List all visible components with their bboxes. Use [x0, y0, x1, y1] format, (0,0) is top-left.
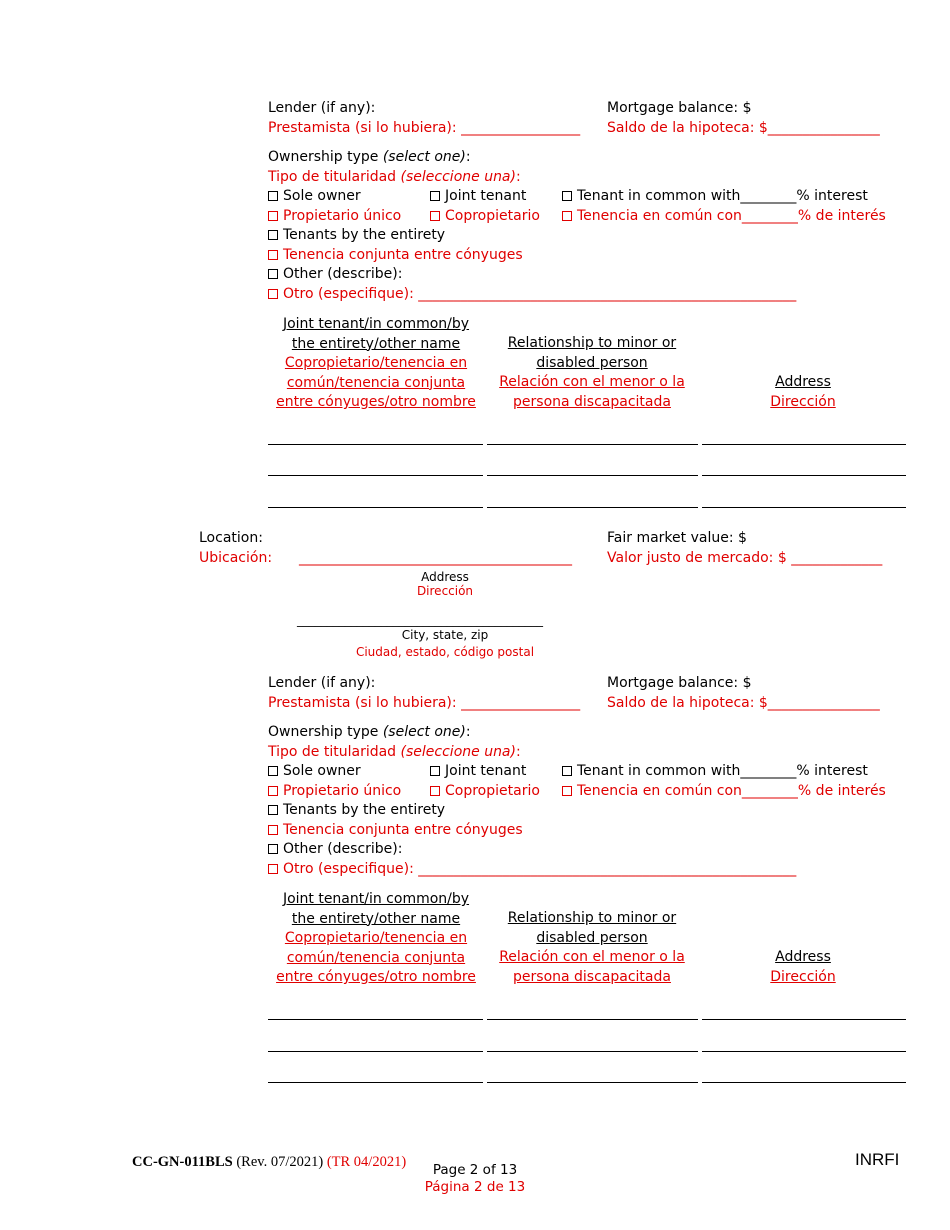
table-cell-line[interactable]: [268, 1082, 483, 1083]
page-number: Page 2 of 13: [432, 1162, 518, 1178]
other-field[interactable]: ______________________________________________________: [418, 286, 797, 302]
tenant-common-option-es[interactable]: Tenencia en común con________% de interés: [562, 781, 886, 801]
other-option[interactable]: Other (describe):: [268, 839, 402, 859]
form-id: CC-GN-011BLS (Rev. 07/2021) (TR 04/2021): [132, 1154, 407, 1170]
table-cell-line[interactable]: [268, 507, 483, 508]
ownership-title: Ownership type (select one):: [268, 149, 471, 165]
other-option[interactable]: Other (describe):: [268, 264, 402, 284]
lender-label: Lender (if any):: [268, 675, 376, 691]
table-cell-line[interactable]: [268, 1019, 483, 1020]
city-caption: City, state, zip: [401, 628, 489, 642]
table-cell-line[interactable]: [268, 444, 483, 445]
fmv-label-es: Valor justo de mercado: $ _____________: [607, 550, 883, 566]
ownership-title: Ownership type (select one):: [268, 724, 471, 740]
checkbox-icon[interactable]: [562, 211, 572, 221]
table-cell-line[interactable]: [702, 507, 906, 508]
address-caption: Address: [421, 570, 469, 584]
sole-owner-option-es[interactable]: Propietario único: [268, 781, 401, 801]
tenant-common-option-es[interactable]: Tenencia en común con________% de interés: [562, 206, 886, 226]
checkbox-icon[interactable]: [268, 269, 278, 279]
location-field[interactable]: _______________________________________: [299, 550, 572, 566]
location-label-es: Ubicación:: [199, 550, 273, 566]
checkbox-icon[interactable]: [268, 289, 278, 299]
table-cell-line[interactable]: [702, 444, 906, 445]
lender-label: Lender (if any):: [268, 100, 376, 116]
entirety-option-es[interactable]: Tenencia conjunta entre cónyuges: [268, 245, 523, 265]
checkbox-icon[interactable]: [268, 211, 278, 221]
sole-owner-option[interactable]: Sole owner: [268, 761, 361, 781]
checkbox-icon[interactable]: [268, 864, 278, 874]
table-cell-line[interactable]: [487, 507, 698, 508]
other-option-es[interactable]: Otro (especifique): ______________________________________________________: [268, 859, 796, 879]
table-cell-line[interactable]: [702, 1082, 906, 1083]
property-block-2: [0, 575, 950, 1095]
checkbox-icon[interactable]: [268, 191, 278, 201]
mortgage-label-es: Saldo de la hipoteca: $________________: [607, 695, 880, 711]
table-cell-line[interactable]: [268, 1051, 483, 1052]
joint-tenant-option-es[interactable]: Copropietario: [430, 206, 540, 226]
form-code: INRFI: [855, 1150, 900, 1169]
other-option-es[interactable]: Otro (especifique): ______________________________________________________: [268, 284, 796, 304]
entirety-option[interactable]: Tenants by the entirety: [268, 800, 445, 820]
joint-tenant-option-es[interactable]: Copropietario: [430, 781, 540, 801]
entirety-option-es[interactable]: Tenencia conjunta entre cónyuges: [268, 820, 523, 840]
mortgage-field[interactable]: ________________: [767, 120, 880, 136]
joint-tenant-option[interactable]: Joint tenant: [430, 186, 526, 206]
tenant-common-option[interactable]: Tenant in common with________% interest: [562, 761, 868, 781]
table-cell-line[interactable]: [487, 1082, 698, 1083]
location-label: Location:: [199, 530, 263, 546]
table-cell-line[interactable]: [487, 1051, 698, 1052]
other-field[interactable]: ______________________________________________________: [418, 861, 797, 877]
checkbox-icon[interactable]: [430, 786, 440, 796]
joint-tenant-option[interactable]: Joint tenant: [430, 761, 526, 781]
checkbox-icon[interactable]: [430, 211, 440, 221]
sole-owner-option[interactable]: Sole owner: [268, 186, 361, 206]
lender-label-es: Prestamista (si lo hubiera): _________________: [268, 120, 581, 136]
sole-owner-option-es[interactable]: Propietario único: [268, 206, 401, 226]
tenant-common-option[interactable]: Tenant in common with________% interest: [562, 186, 868, 206]
table-cell-line[interactable]: [702, 1051, 906, 1052]
checkbox-icon[interactable]: [562, 191, 572, 201]
col-header-address: Address Dirección: [770, 949, 836, 985]
mortgage-label: Mortgage balance: $: [607, 100, 752, 116]
checkbox-icon[interactable]: [268, 786, 278, 796]
table-cell-line[interactable]: [702, 475, 906, 476]
table-cell-line[interactable]: [487, 444, 698, 445]
table-cell-line[interactable]: [702, 1019, 906, 1020]
checkbox-icon[interactable]: [268, 766, 278, 776]
checkbox-icon[interactable]: [268, 805, 278, 815]
lender-field[interactable]: _________________: [461, 120, 581, 136]
mortgage-field[interactable]: ________________: [767, 695, 880, 711]
mortgage-label: Mortgage balance: $: [607, 675, 752, 691]
checkbox-icon[interactable]: [562, 786, 572, 796]
mortgage-label-es: Saldo de la hipoteca: $________________: [607, 120, 880, 136]
entirety-option[interactable]: Tenants by the entirety: [268, 225, 445, 245]
fmv-label: Fair market value: $: [607, 530, 747, 546]
ownership-title-es: Tipo de titularidad (seleccione una):: [268, 744, 521, 760]
col-header-joint-tenant: Joint tenant/in common/by the entirety/other name Copropietario/tenencia en común/tenencia conjunta entre cónyuges/otro nombre: [276, 316, 476, 410]
checkbox-icon[interactable]: [430, 766, 440, 776]
page-number-es: Página 2 de 13: [424, 1179, 526, 1195]
city-field[interactable]: _________________________________________: [297, 613, 543, 627]
table-cell-line[interactable]: [487, 1019, 698, 1020]
lender-field[interactable]: _________________: [461, 695, 581, 711]
checkbox-icon[interactable]: [430, 191, 440, 201]
city-caption-es: Ciudad, estado, código postal: [355, 645, 535, 659]
table-cell-line[interactable]: [268, 475, 483, 476]
col-header-relationship: Relationship to minor or disabled person Relación con el menor o la persona discapacitada: [499, 335, 685, 410]
checkbox-icon[interactable]: [562, 766, 572, 776]
checkbox-icon[interactable]: [268, 250, 278, 260]
col-header-relationship: Relationship to minor or disabled person Relación con el menor o la persona discapacitada: [499, 910, 685, 985]
checkbox-icon[interactable]: [268, 825, 278, 835]
ownership-title-es: Tipo de titularidad (seleccione una):: [268, 169, 521, 185]
checkbox-icon[interactable]: [268, 844, 278, 854]
checkbox-icon[interactable]: [268, 230, 278, 240]
property-block-1: [0, 0, 950, 520]
address-caption-es: Dirección: [416, 584, 474, 598]
lender-label-es: Prestamista (si lo hubiera): _________________: [268, 695, 581, 711]
fmv-field[interactable]: _____________: [791, 550, 883, 566]
col-header-joint-tenant: Joint tenant/in common/by the entirety/other name Copropietario/tenencia en común/tenencia conjunta entre cónyuges/otro nombre: [276, 891, 476, 985]
table-cell-line[interactable]: [487, 475, 698, 476]
col-header-address: Address Dirección: [770, 374, 836, 410]
